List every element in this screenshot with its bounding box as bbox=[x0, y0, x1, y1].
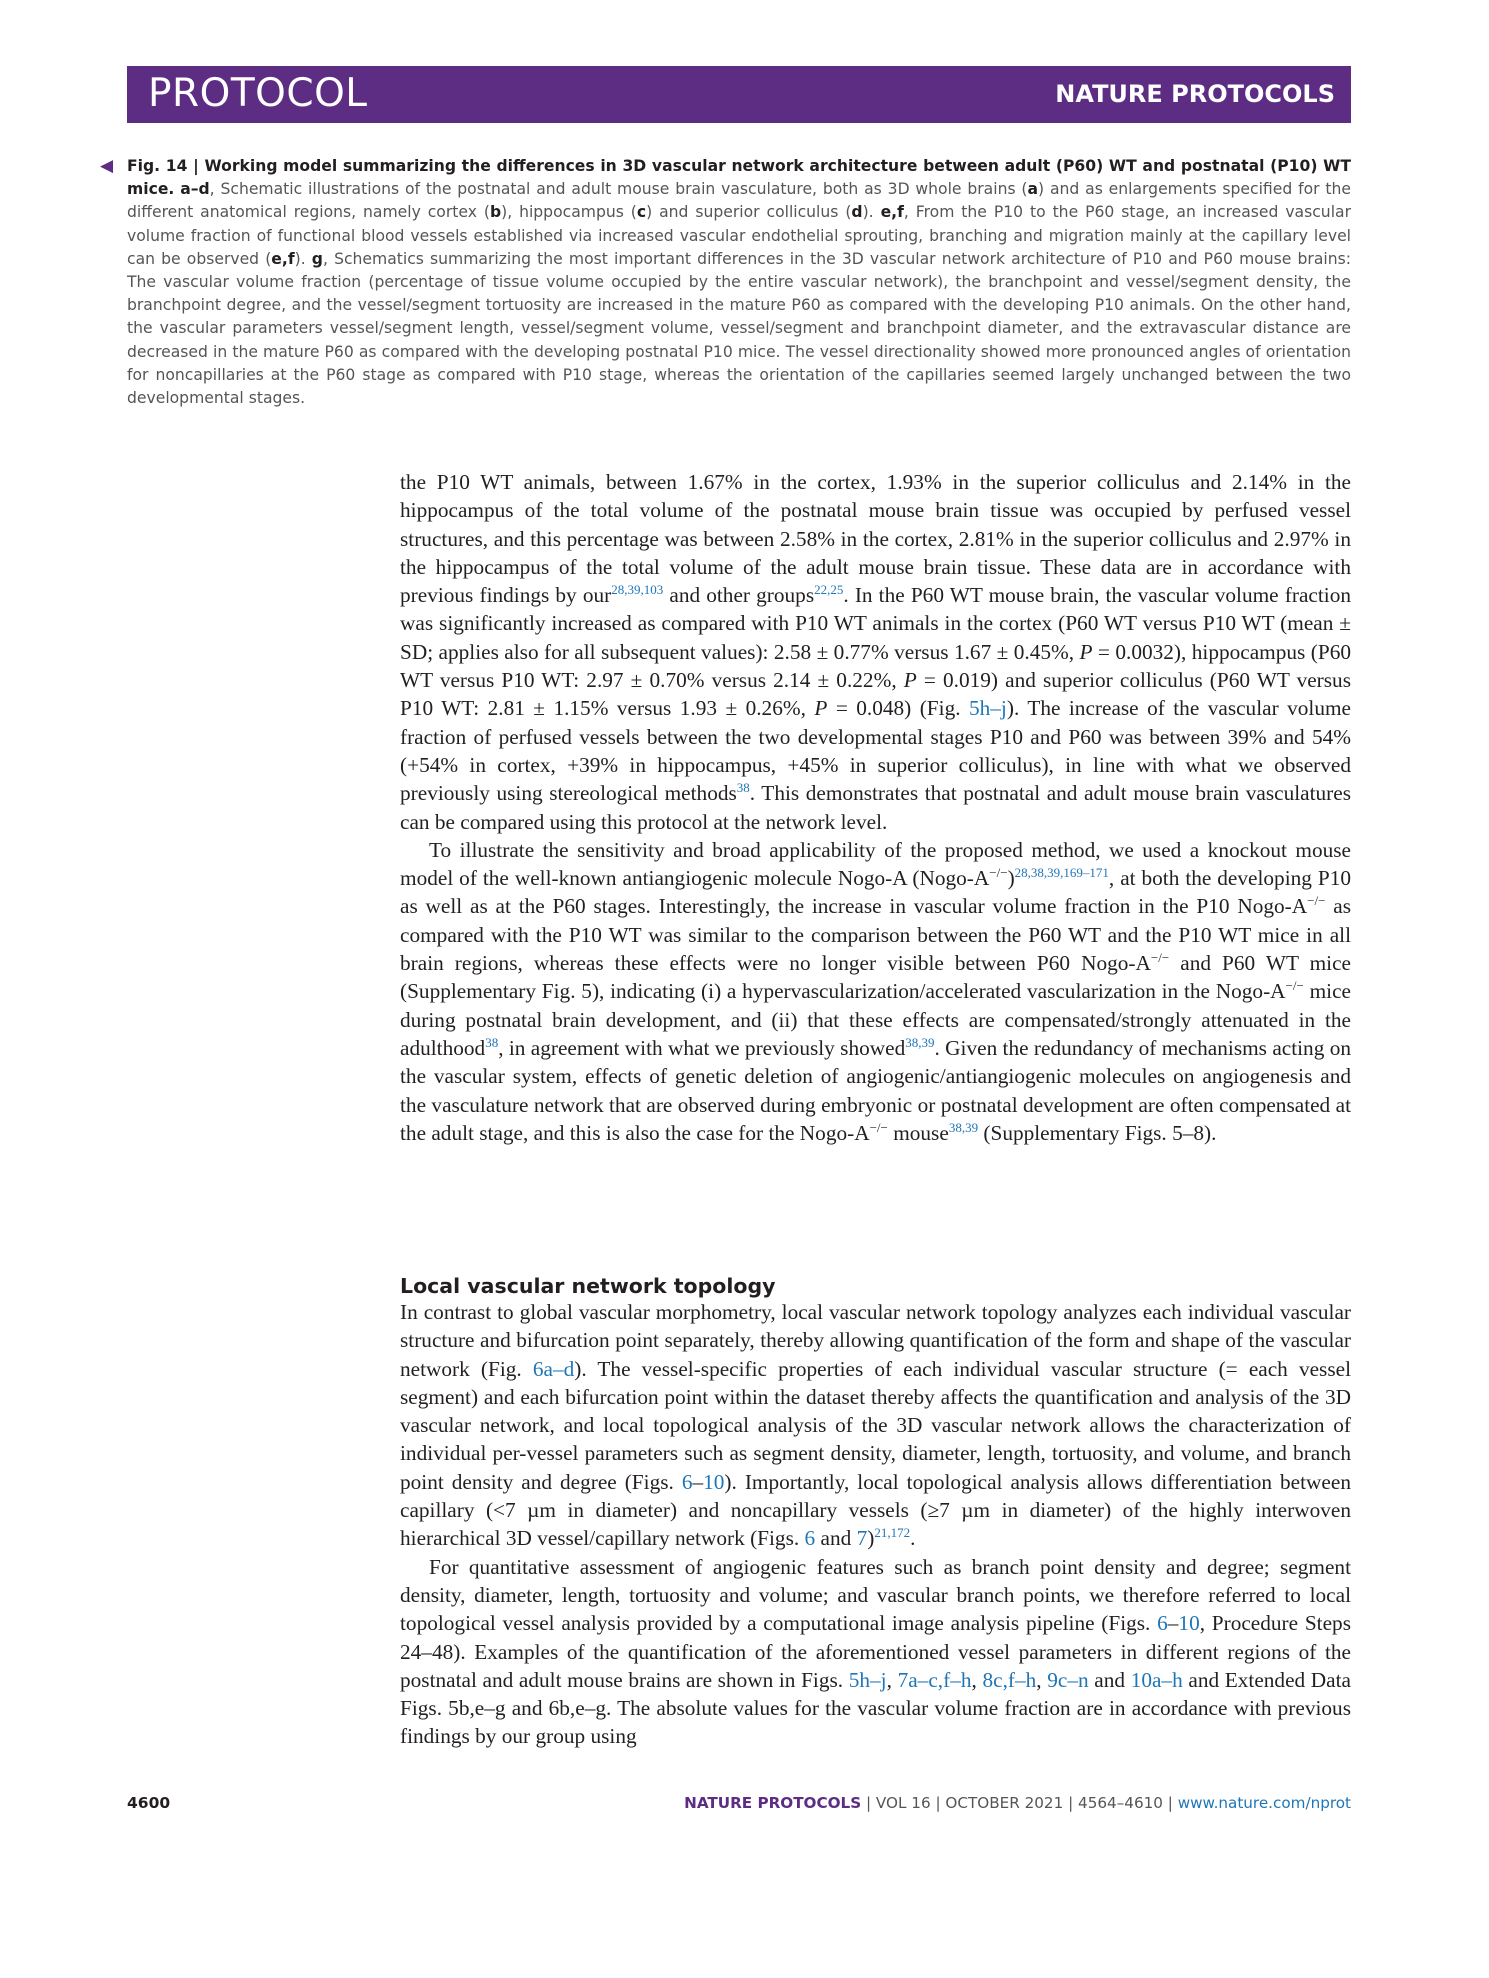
caption-title: Fig. 14 | Working model summarizing the differences in 3D vascular network architecture between adult (P60) WT and postnatal (P10) WT mice. bbox=[127, 157, 1351, 199]
paragraph: In contrast to global vascular morphometry, local vascular network topology analyzes each individual vascular structure and bifurcation point separately, thereby allowing quantification of the form and shape of the vascular network (Fig. 6a–d). The vessel-specific properties of each individual vascular structure (= each vessel segment) and each bifurcation point within the dataset thereby affects the quantification and analysis of the 3D vascular network, and local topological analysis of the 3D vascular network allows the characterization of individual per-vessel parameters such as segment density, diameter, length, tortuosity, and volume, and branch point density and degree (Figs. 6–10). Importantly, local topological analysis allows differentiation between capillary (<7 µm in diameter) and noncapillary vessels (≥7 µm in diameter) of the highly interwoven hierarchical 3D vessel/capillary network (Figs. 6 and 7)$^{21,172}$. bbox=[400, 1300, 1351, 1551]
section-label: PROTOCOL bbox=[148, 71, 368, 116]
journal-url-link[interactable]: www.nature.com/nprot bbox=[1177, 1794, 1351, 1812]
citation-link[interactable]: 38 bbox=[485, 1035, 499, 1051]
figure-link[interactable]: 8c,f–h bbox=[982, 1667, 1037, 1692]
body-text-top bbox=[400, 468, 1351, 1147]
figure-link[interactable]: 5h–j bbox=[968, 696, 1007, 721]
figure-link[interactable]: 6a–d bbox=[532, 1356, 575, 1381]
header-bar bbox=[127, 66, 1351, 123]
footer-info: NATURE PROTOCOLS | VOL 16 | OCTOBER 2021 | 4564–4610 | www.nature.com/nprot bbox=[684, 1794, 1351, 1812]
figure-link[interactable]: 7 bbox=[856, 1526, 868, 1551]
figure-link[interactable]: 9c–n bbox=[1047, 1667, 1089, 1692]
section-heading: Local vascular network topology bbox=[400, 1274, 776, 1298]
figure-link[interactable]: 10a–h bbox=[1130, 1667, 1183, 1692]
citation-link[interactable]: 22,25 bbox=[814, 582, 844, 598]
journal-name: NATURE PROTOCOLS bbox=[1055, 80, 1335, 108]
citation-link[interactable]: 38 bbox=[736, 780, 750, 796]
citation-link[interactable]: 28,39,103 bbox=[611, 582, 664, 598]
paragraph: For quantitative assessment of angiogenic features such as branch point density and degree; segment density, diameter, length, tortuosity and volume; and vascular branch points, we therefore referred to local topological vessel analysis provided by a computational image analysis pipeline (Figs. 6–10, Procedure Steps 24–48). Examples of the quantification of the aforementioned vessel parameters in different regions of the postnatal and adult mouse brains are shown in Figs. 5h–j, 7a–c,f–h, 8c,f–h, 9c–n and 10a–h and Extended Data Figs. 5b,e–g and 6b,e–g. The absolute values for the vascular volume fraction are in accordance with previous findings by our group using bbox=[400, 1554, 1351, 1749]
paragraph: the P10 WT animals, between 1.67% in the cortex, 1.93% in the superior colliculus and 2.14% in the hippocampus of the total volume of the postnatal mouse brain tissue was occupied by perfused vessel structures, and this percentage was between 2.58% in the cortex, 2.81% in the superior colliculus and 2.97% in the hippocampus of the total volume of the adult mouse brain tissue. These data are in accordance with previous findings by our$^{28,39,103}$ and other groups$^{22,25}$. In the P60 WT mouse brain, the vascular volume fraction was significantly increased as compared with P10 WT animals in the cortex (P60 WT versus P10 WT (mean ± SD; applies also for all subsequent values): 2.58 ± 0.77% versus 1.67 ± 0.45%, P = 0.0032), hippocampus (P60 WT versus P10 WT: 2.97 ± 0.70% versus 2.14 ± 0.22%, P = 0.019) and superior colliculus (P60 WT versus P10 WT: 2.81 ± 1.15% versus 1.93 ± 0.26%, P = 0.048) (Fig. 5h–j). The increase of the vascular volume fraction of perfused vessels between the two developmental stages P10 and P60 was between 39% and 54% (+54% in cortex, +39% in hippocampus, +45% in superior colliculus), in line with what we observed previously using stereological methods$^{38}$. This demonstrates that postnatal and adult mouse brain vasculatures can be compared using this protocol at the network level. bbox=[400, 470, 1351, 834]
figure-link[interactable]: 5h–j bbox=[848, 1667, 887, 1692]
figure-link[interactable]: 6 bbox=[681, 1469, 693, 1494]
figure-link[interactable]: 7a–c,f–h bbox=[897, 1667, 972, 1692]
paragraph: To illustrate the sensitivity and broad applicability of the proposed method, we used a knockout mouse model of the well-known antiangiogenic molecule Nogo-A (Nogo-A−/−)$^{28,38,39,169-171}$, at both the developing P10 as well as at the P60 stages. Interestingly, the increase in vascular volume fraction in the P10 Nogo-A−/− as compared with the P10 WT was similar to the comparison between the P60 WT and the P10 WT mice in all brain regions, whereas these effects were no longer visible between P60 Nogo-A−/− and P60 WT mice (Supplementary Fig. 5), indicating (i) a hypervascularization/accelerated vascularization in the Nogo-A−/− mice during postnatal brain development, and (ii) that these effects are compensated/strongly attenuated in the adulthood$^{38}$, in agreement with what we previously showed$^{38,39}$. Given the redundancy of mechanisms acting on the vascular system, effects of genetic deletion of angiogenic/antiangiogenic molecules on angiogenesis and the vasculature network that are observed during embryonic or postnatal development are often compensated at the adult stage, and this is also the case for the Nogo-A−/− mouse$^{38,39}$ (Supplementary Figs. 5–8). bbox=[400, 837, 1351, 1145]
body-text-bottom bbox=[400, 1298, 1351, 1751]
caption-arrow-icon: ◀ bbox=[100, 156, 114, 176]
figure-link[interactable]: 6 bbox=[1157, 1611, 1168, 1636]
figure-link[interactable]: 10 bbox=[703, 1469, 725, 1494]
citation-link[interactable]: 21,172 bbox=[874, 1525, 911, 1541]
citation-link[interactable]: 38,39 bbox=[905, 1035, 935, 1051]
figure-caption: ◀ Fig. 14 | Working model summarizing the differences in 3D vascular network architecture between adult (P60) WT and postnatal (P10) WT mice. a–d, Schematic illustrations of the postnatal and adult mouse brain vasculature, both as 3D whole brains (a) and as enlargements specified for the different anatomical regions, namely cortex (b), hippocampus (c) and superior colliculus (d). e,f, From the P10 to the P60 stage, an increased vascular volume fraction of functional blood vessels established via increased vascular endothelial sprouting, branching and migration mainly at the capillary level can be observed (e,f). g, Schematics summarizing the most important differences in the 3D vascular network architecture of P10 and P60 mouse brains: The vascular volume fraction (percentage of tissue volume occupied by the entire vascular network), the branchpoint and vessel/segment density, the branchpoint degree, and the vessel/segment tortuosity are increased in the mature P60 as compared with the developing P10 animals. On the other hand, the vascular parameters vessel/segment length, vessel/segment volume, vessel/segment and branchpoint diameter, and the extravascular distance are decreased in the mature P60 as compared with the developing postnatal P10 mice. The vessel directionality showed more pronounced angles of orientation for noncapillaries at the P60 stage as compared with P10 stage, whereas the orientation of the capillaries seemed largely unchanged between the two developmental stages. bbox=[100, 156, 1351, 408]
figure-link[interactable]: 10 bbox=[1178, 1611, 1200, 1636]
page-number: 4600 bbox=[127, 1794, 171, 1812]
citation-link[interactable]: 28,38,39,169–171 bbox=[1014, 865, 1109, 881]
figure-link[interactable]: 6 bbox=[804, 1526, 816, 1551]
citation-link[interactable]: 38,39 bbox=[948, 1120, 979, 1136]
